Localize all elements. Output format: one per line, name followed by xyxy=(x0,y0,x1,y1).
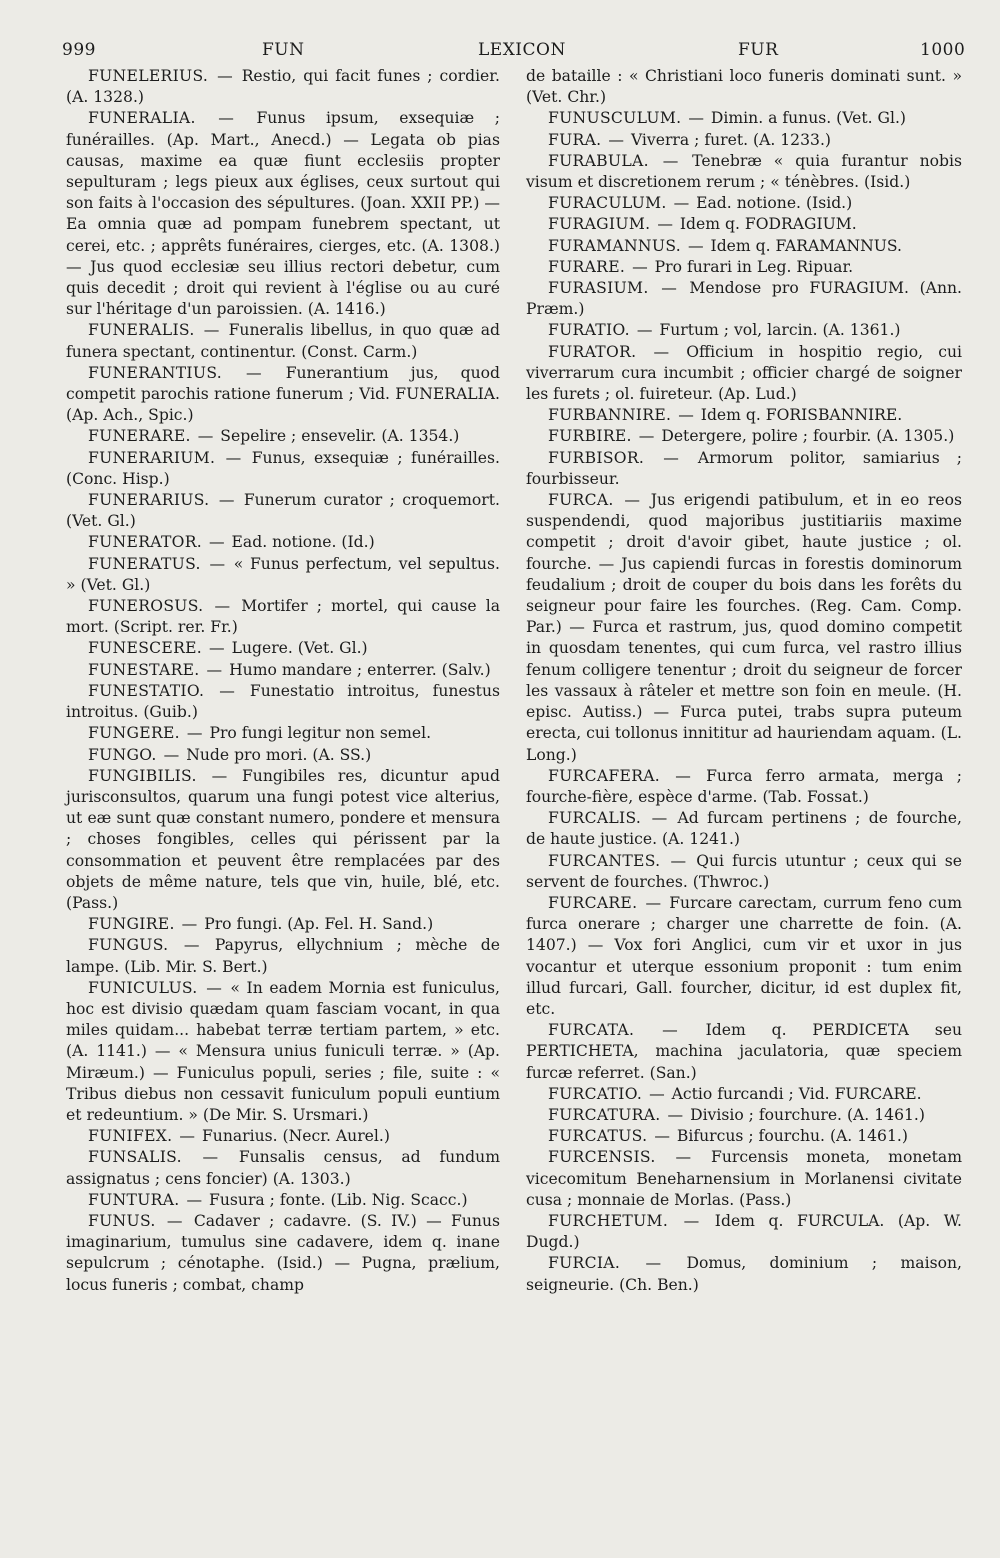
entry-separator: — xyxy=(650,151,691,170)
headword: FUNERANTIUS. xyxy=(88,363,223,382)
dictionary-entry xyxy=(66,723,500,744)
headword: FURBANNIRE. xyxy=(548,406,672,425)
entry-separator: — xyxy=(176,915,203,934)
headword: FURCAFERA. xyxy=(548,766,661,785)
headword: FURCA. xyxy=(548,491,614,510)
dictionary-entry xyxy=(66,638,500,659)
entry-separator: — xyxy=(603,130,629,149)
definition: Detergere, polire ; fourbir. (A. 1305.) xyxy=(661,427,955,446)
headword: FUNERALIS. xyxy=(88,321,195,340)
dictionary-entry xyxy=(526,1211,962,1253)
headword: FURAMANNUS. xyxy=(548,236,682,255)
headword: FURCATUS. xyxy=(548,1127,648,1146)
definition: Dimin. a funus. (Vet. Gl.) xyxy=(710,109,906,128)
entry-separator: — xyxy=(196,321,227,340)
definition: Furca ferro armata, merga ; fourche-fière, espèce d'arme. (Tab. Fossat.) xyxy=(526,766,962,806)
dictionary-entry xyxy=(526,1126,962,1147)
headword: FUNERARIUS. xyxy=(88,491,210,510)
definition: Funerantium jus, quod competit parochis ratione funerum ; Vid. FUNERALIA. (Ap. Ach., Spic.) xyxy=(66,363,500,425)
definition: Bifurcus ; fourchu. (A. 1461.) xyxy=(676,1127,908,1146)
definition: Mendose pro FURAGIUM. (Ann. Præm.) xyxy=(526,279,962,319)
definition: Papyrus, ellychnium ; mèche de lampe. (Lib. Mir. S. Bert.) xyxy=(66,936,501,976)
headword: FUNESTARE. xyxy=(88,660,200,679)
entry-separator: — xyxy=(673,406,699,425)
dictionary-entry xyxy=(526,1084,962,1105)
entry-separator: — xyxy=(199,978,229,997)
dictionary-entry xyxy=(526,1147,962,1211)
definition: Idem q. FODRAGIUM. xyxy=(679,215,857,234)
definition: Funestatio introitus, funestus introitus. (Guib.) xyxy=(66,681,500,722)
definition: Pro fungi legitur non semel. xyxy=(209,724,432,743)
entry-separator: — xyxy=(192,427,219,446)
definition: Funus ipsum, exsequiæ ; funérailles. (Ap. Mart., Anecd.) — Legata ob pias causas, maxime ea quæ fiunt ecclesiis propter sepulturam ; legs pieux aux églises, ceux surtout qui son faits à l'occasion des sépultures. (Joan. XXII PP.) — Ea omnia quæ ad pompam funebrem spectant, ut cerei, etc. ; apprêts funéraires, cierges, etc. (A. 1308.) — Jus quod ecclesiæ seu illius rectori debetur, cum quis decedit ; droit qui revient à l'église ou au curé sur l'héritage d'un paroissien. (A. 1416.) xyxy=(66,109,500,319)
headword: FUNERARE. xyxy=(88,427,191,446)
headword: FURCIA. xyxy=(548,1254,621,1273)
headword: FUNUS. xyxy=(88,1211,156,1230)
dictionary-entry xyxy=(66,108,500,320)
entry-separator: — xyxy=(158,745,185,764)
dictionary-entry xyxy=(526,1020,962,1084)
page-number-left: 999 xyxy=(62,40,96,60)
definition: Cadaver ; cadavre. (S. IV.) — Funus imaginarium, tumulus sine cadavere, idem q. inane sepulcrum ; cénotaphe. (Isid.) — Pugna, prælium, locus funeris ; combat, champ xyxy=(66,1211,500,1294)
page-title: LEXICON xyxy=(478,40,566,60)
headword: FURCHETUM. xyxy=(548,1211,669,1230)
entry-separator: — xyxy=(631,321,658,340)
entry-separator: — xyxy=(627,257,653,276)
entry-separator: — xyxy=(650,279,688,298)
dictionary-entry xyxy=(526,1253,962,1295)
definition: Humo mandare ; enterrer. (Salv.) xyxy=(229,660,491,679)
dictionary-entry xyxy=(66,660,500,681)
headword: FUNELERIUS. xyxy=(88,67,209,85)
dictionary-entry xyxy=(526,405,962,426)
entry-separator: — xyxy=(211,491,242,510)
definition: Idem q. FORISBANNIRE. xyxy=(700,406,903,425)
headword: FURCATURA. xyxy=(548,1105,661,1124)
entry-separator: — xyxy=(643,809,676,828)
entry-separator: — xyxy=(206,681,248,700)
entry-separator: — xyxy=(202,554,232,573)
headword: FURCATA. xyxy=(548,1021,635,1040)
dictionary-entry xyxy=(66,745,500,766)
dictionary-entry xyxy=(66,1211,500,1296)
entry-separator: — xyxy=(662,851,695,870)
headword: FUNIFEX. xyxy=(88,1127,173,1146)
entry-separator: — xyxy=(649,1127,675,1146)
dictionary-entry xyxy=(66,1147,500,1189)
headword: FURACULUM. xyxy=(548,194,667,213)
dictionary-entry xyxy=(526,151,962,193)
headword: FUNERALIA. xyxy=(88,109,196,128)
headword: FUNTURA. xyxy=(88,1190,180,1209)
entry-separator: — xyxy=(197,109,255,128)
right-column xyxy=(526,66,962,1296)
entry-separator: — xyxy=(683,236,709,255)
headword: FURAGIUM. xyxy=(548,215,651,234)
definition: Furcensis moneta, monetam vicecomitum Beneharnensium in Morlanensi civitate cusa ; monnaie de Morlas. (Pass.) xyxy=(526,1148,962,1209)
dictionary-entry xyxy=(66,596,500,638)
headword: FUNGUS. xyxy=(88,936,169,955)
definition: Tenebræ « quia furantur nobis visum et discretionem rerum ; « ténèbres. (Isid.) xyxy=(526,151,962,192)
dictionary-entry xyxy=(526,851,962,893)
dictionary-entry xyxy=(526,808,962,850)
dictionary-entry xyxy=(66,766,500,914)
definition: de bataille : « Christiani loco funeris dominati sunt. » (Vet. Chr.) xyxy=(526,67,962,107)
headword: FUNSALIS. xyxy=(88,1148,182,1167)
headword: FURABULA. xyxy=(548,151,649,170)
entry-separator: — xyxy=(657,1148,710,1167)
dictionary-entry xyxy=(526,108,962,129)
entry-separator: — xyxy=(639,893,668,912)
definition: Armorum politor, samiarius ; fourbisseur. xyxy=(526,448,962,488)
definition: Divisio ; fourchure. (A. 1461.) xyxy=(690,1105,925,1124)
entry-separator: — xyxy=(204,533,230,552)
headword: FURBISOR. xyxy=(548,448,645,467)
definition: Qui furcis utuntur ; ceux qui se servent de fourches. (Thwroc.) xyxy=(526,851,962,891)
entry-separator: — xyxy=(644,1084,670,1103)
entry-separator: — xyxy=(174,1127,200,1146)
definition: Sepelire ; ensevelir. (A. 1354.) xyxy=(220,427,460,446)
definition: Lugere. (Vet. Gl.) xyxy=(231,639,368,658)
definition: Funeralis libellus, in quo quæ ad funera spectant, continentur. (Const. Carm.) xyxy=(66,321,501,361)
left-column xyxy=(66,66,500,1296)
definition: Furcare carectam, currum feno cum furca onerare ; charger une charrette de foin. (A. 1407.) — Vox fori Anglici, cum vir et uxor in jus vocantur et uterque essonium proponit : tum enim illud furcari, Gall. fourcher, dicitur, id est duplex fit, etc. xyxy=(526,893,962,1018)
entry-separator: — xyxy=(662,766,705,785)
dictionary-entry xyxy=(66,426,500,447)
definition: Idem q. FURCULA. (Ap. W. Dugd.) xyxy=(526,1211,962,1252)
entry-separator: — xyxy=(668,194,695,213)
headword: FURCARE. xyxy=(548,893,638,912)
dictionary-entry xyxy=(66,978,500,1126)
dictionary-entry xyxy=(526,448,962,490)
entry-separator: — xyxy=(633,427,660,446)
definition: « Funus perfectum, vel sepultus. » (Vet. Gl.) xyxy=(66,554,500,594)
page-number-right: 1000 xyxy=(920,40,966,60)
definition: Fungibiles res, dicuntur apud jurisconsultos, quarum una fungi potest vice alterius, ut eæ sunt quæ constant numero, pondere et mensura ; choses fongibles, celles qui périssent par la consommation et peuvent être remplacées par des objets de même nature, tels que vin, huile, blé, etc. (Pass.) xyxy=(66,766,500,912)
entry-separator: — xyxy=(224,363,284,382)
headword: FURBIRE. xyxy=(548,427,632,446)
definition: Fusura ; fonte. (Lib. Nig. Scacc.) xyxy=(209,1190,468,1209)
definition: Domus, dominium ; maison, seigneurie. (Ch. Ben.) xyxy=(526,1254,962,1294)
entry-separator: — xyxy=(205,597,240,616)
entry-separator: — xyxy=(204,639,230,658)
dictionary-entry xyxy=(66,1126,500,1147)
headword: FURCATIO. xyxy=(548,1084,643,1103)
dictionary-entry xyxy=(526,66,962,108)
dictionary-entry xyxy=(66,935,500,977)
definition: « In eadem Mornia est funiculus, hoc est divisio quædam quam fasciam vocant, in qua miles quidam... habebat terræ tertiam partem, » etc. (A. 1141.) — « Mensura unius funiculi terræ. » (Ap. Miræum.) — Funiculus populi, series ; file, suite : « Tribus diebus non cessavit funiculum populi euntium et redeuntium. » (De Mir. S. Ursmari.) xyxy=(66,978,500,1124)
definition: Ad furcam pertinens ; de fourche, de haute justice. (A. 1241.) xyxy=(526,809,962,849)
entry-separator: — xyxy=(683,109,709,128)
headword: FURASIUM. xyxy=(548,279,649,298)
entry-separator: — xyxy=(652,215,678,234)
definition: Mortifer ; mortel, qui cause la mort. (Script. rer. Fr.) xyxy=(66,597,500,637)
entry-separator: — xyxy=(181,1190,208,1209)
headword: FURATIO. xyxy=(548,321,630,340)
dictionary-entry xyxy=(66,448,500,490)
definition: Restio, qui facit funes ; cordier. (A. 1328.) xyxy=(66,67,500,107)
definition: Idem q. PERDICETA seu PERTICHETA, machina jaculatoria, quæ speciem furcæ referret. (San.) xyxy=(526,1021,962,1082)
definition: Funerum curator ; croquemort. (Vet. Gl.) xyxy=(66,491,500,531)
entry-separator: — xyxy=(198,766,240,785)
dictionary-entry xyxy=(526,426,962,447)
entry-separator: — xyxy=(622,1254,685,1273)
dictionary-entry xyxy=(66,66,500,108)
definition: Pro furari in Leg. Ripuar. xyxy=(654,257,854,276)
definition: Ead. notione. (Id.) xyxy=(231,533,375,552)
headword: FUNERARIUM. xyxy=(88,448,216,467)
headword: FUNICULUS. xyxy=(88,978,198,997)
dictionary-entry xyxy=(66,681,500,723)
headword: FURCANTES. xyxy=(548,851,661,870)
definition: Actio furcandi ; Vid. FURCARE. xyxy=(671,1084,922,1103)
dictionary-entry xyxy=(526,130,962,151)
headword: FUNGO. xyxy=(88,745,157,764)
dictionary-entry xyxy=(526,214,962,235)
headword: FUNGIBILIS. xyxy=(88,766,197,785)
dictionary-entry xyxy=(526,278,962,320)
dictionary-entry xyxy=(526,893,962,1020)
definition: Officium in hospitio regio, cui viverrarum cura incumbit ; officier chargé de soigner les furets ; ol. fuireteur. (Ap. Lud.) xyxy=(526,342,962,404)
dictionary-entry xyxy=(526,320,962,341)
definition: Idem q. FARAMANNUS. xyxy=(710,236,903,255)
headword: FUNUSCULUM. xyxy=(548,109,682,128)
dictionary-entry xyxy=(526,193,962,214)
dictionary-entry xyxy=(66,363,500,427)
headword: FURA. xyxy=(548,130,602,149)
headword: FUNERATOR. xyxy=(88,533,203,552)
entry-separator: — xyxy=(183,1148,237,1167)
dictionary-entry xyxy=(66,320,500,362)
definition: Nude pro mori. (A. SS.) xyxy=(186,745,372,764)
definition: Ead. notione. (Isid.) xyxy=(696,194,853,213)
dictionary-entry xyxy=(66,914,500,935)
definition: Funsalis census, ad fundum assignatus ; cens foncier) (A. 1303.) xyxy=(66,1148,500,1188)
definition: Furtum ; vol, larcin. (A. 1361.) xyxy=(659,321,901,340)
entry-separator: — xyxy=(646,448,696,467)
entry-separator: — xyxy=(210,67,240,85)
dictionary-entry xyxy=(66,532,500,553)
dictionary-entry xyxy=(66,554,500,596)
headword: FURCALIS. xyxy=(548,809,642,828)
dictionary-entry xyxy=(66,490,500,532)
running-head-left: FUN xyxy=(262,40,305,60)
definition: Jus erigendi patibulum, et in eo reos suspendendi, quod majoribus justitiariis maxime competit ; droit d'avoir gibet, haute justice ; ol. fourche. — Jus capiendi furcas in forestis dominorum feudalium ; droit de couper du bois dans les forêts du seigneur pour faire les fourches. (Reg. Cam. Comp. Par.) — Furca et rastrum, jus, quod domino competit in quosdam tenentes, qui cum furca, vel rastro illius fenum colligere tenentur ; droit du seigneur de forcer les vassaux à râteler et mettre son foin en meule. (H. episc. Autiss.) — Furca putei, trabs supra puteum erecta, cui tollonus innititur ad hauriendam aquam. (L. Long.) xyxy=(526,491,963,764)
headword: FURARE. xyxy=(548,257,626,276)
running-head-right: FUR xyxy=(738,40,779,60)
entry-separator: — xyxy=(217,448,250,467)
headword: FURATOR. xyxy=(548,342,637,361)
dictionary-entry xyxy=(66,1190,500,1211)
headword: FUNERATUS. xyxy=(88,554,201,573)
entry-separator: — xyxy=(157,1211,192,1230)
dictionary-entry xyxy=(526,257,962,278)
headword: FUNGERE. xyxy=(88,724,180,743)
entry-separator: — xyxy=(615,491,649,510)
entry-separator: — xyxy=(638,342,685,361)
headword: FUNEROSUS. xyxy=(88,597,204,616)
headword: FUNESTATIO. xyxy=(88,681,205,700)
headword: FUNGIRE. xyxy=(88,915,175,934)
definition: Funarius. (Necr. Aurel.) xyxy=(201,1127,390,1146)
dictionary-entry xyxy=(526,342,962,406)
entry-separator: — xyxy=(170,936,213,955)
definition: Pro fungi. (Ap. Fel. H. Sand.) xyxy=(204,915,434,934)
dictionary-entry xyxy=(526,1105,962,1126)
entry-separator: — xyxy=(636,1021,704,1040)
entry-separator: — xyxy=(201,660,228,679)
headword: FUNESCERE. xyxy=(88,639,203,658)
dictionary-entry xyxy=(526,236,962,257)
dictionary-entry xyxy=(526,490,962,766)
headword: FURCENSIS. xyxy=(548,1148,656,1167)
definition: Viverra ; furet. (A. 1233.) xyxy=(630,130,831,149)
entry-separator: — xyxy=(670,1211,713,1230)
entry-separator: — xyxy=(181,724,208,743)
dictionary-entry xyxy=(526,766,962,808)
entry-separator: — xyxy=(662,1105,689,1124)
definition: Funus, exsequiæ ; funérailles. (Conc. Hisp.) xyxy=(66,448,500,488)
